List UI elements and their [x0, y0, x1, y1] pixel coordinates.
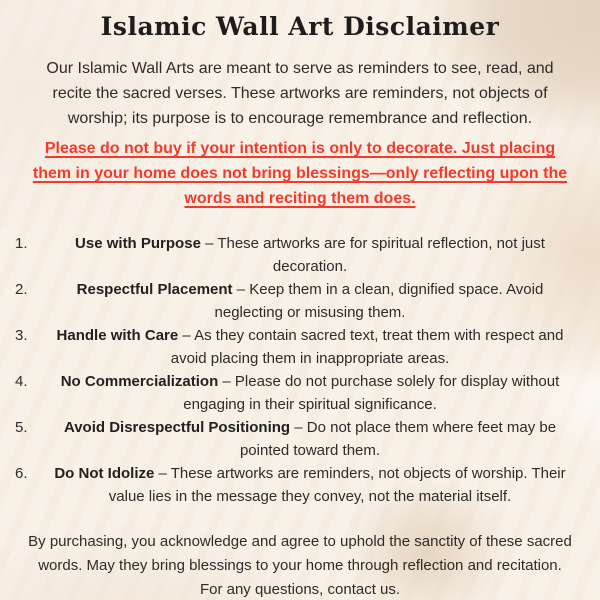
- rule-line: [38, 232, 582, 255]
- warning-line: Please do not buy if your intention is only to decorate. Just placing: [44, 140, 556, 157]
- rule-title: Do Not Idolize: [54, 465, 155, 482]
- rule-line: engaging in their spiritual significance.: [183, 396, 437, 413]
- rule-line: [38, 462, 582, 485]
- rule-number: 2.: [15, 281, 28, 298]
- rule-no-commercialization: [0, 370, 600, 416]
- rule-line: value lies in the message they convey, not the material itself.: [108, 488, 512, 505]
- warning-line: them in your home does not bring blessings—only reflecting upon the: [32, 165, 568, 182]
- rule-line: [38, 370, 582, 393]
- rule-text: – As they contain sacred text, treat them with respect and: [178, 327, 564, 344]
- rule-number: 5.: [15, 419, 28, 436]
- footer-paragraph: [0, 530, 600, 600]
- rule-handle-with-care: [0, 324, 600, 370]
- rule-title: Respectful Placement: [76, 281, 233, 298]
- rule-title: Handle with Care: [56, 327, 179, 344]
- rule-title: Use with Purpose: [75, 235, 201, 252]
- footer-line: For any questions, contact us.: [199, 581, 401, 598]
- rule-line: pointed toward them.: [239, 442, 381, 459]
- rule-title: Avoid Disrespectful Positioning: [63, 419, 291, 436]
- warning-paragraph: [0, 136, 600, 211]
- intro-paragraph: [0, 56, 600, 131]
- rule-text: – These artworks are for spiritual reflection, not just: [200, 235, 545, 252]
- footer-line: words. May they bring blessings to your home through reflection and recitation.: [38, 557, 562, 574]
- rule-number: 4.: [15, 373, 28, 390]
- rule-text: – Do not place them where feet may be: [290, 419, 557, 436]
- rule-respectful-placement: [0, 278, 600, 324]
- footer-line: By purchasing, you acknowledge and agree to uphold the sanctity of these sacred: [28, 533, 572, 550]
- rule-text: – Please do not purchase solely for display without: [218, 373, 560, 390]
- rule-title: No Commercialization: [60, 373, 219, 390]
- intro-line: worship; its purpose is to encourage remembrance and reflection.: [67, 110, 533, 127]
- rule-line: [38, 416, 582, 439]
- intro-line: recite the sacred verses. These artworks are reminders, not objects of: [52, 85, 548, 102]
- rule-use-with-purpose: [0, 232, 600, 278]
- rule-do-not-idolize: [0, 462, 600, 508]
- rule-line: [38, 278, 582, 301]
- rules-list: [0, 232, 600, 508]
- rule-line: [38, 324, 582, 347]
- rule-number: 3.: [15, 327, 28, 344]
- rule-number: 1.: [15, 235, 28, 252]
- rule-avoid-disrespectful-positioning: [0, 416, 600, 462]
- page-title: Islamic Wall Art Disclaimer: [100, 12, 500, 41]
- rule-number: 6.: [15, 465, 28, 482]
- rule-text: – Keep them in a clean, dignified space. Avoid: [232, 281, 544, 298]
- rule-line: avoid placing them in inappropriate areas.: [170, 350, 450, 367]
- rule-line: decoration.: [272, 258, 348, 275]
- intro-line: Our Islamic Wall Arts are meant to serve as reminders to see, read, and: [46, 60, 554, 77]
- warning-line: words and reciting them does.: [184, 190, 416, 207]
- rule-line: neglecting or misusing them.: [214, 304, 406, 321]
- rule-text: – These artworks are reminders, not objects of worship. Their: [154, 465, 566, 482]
